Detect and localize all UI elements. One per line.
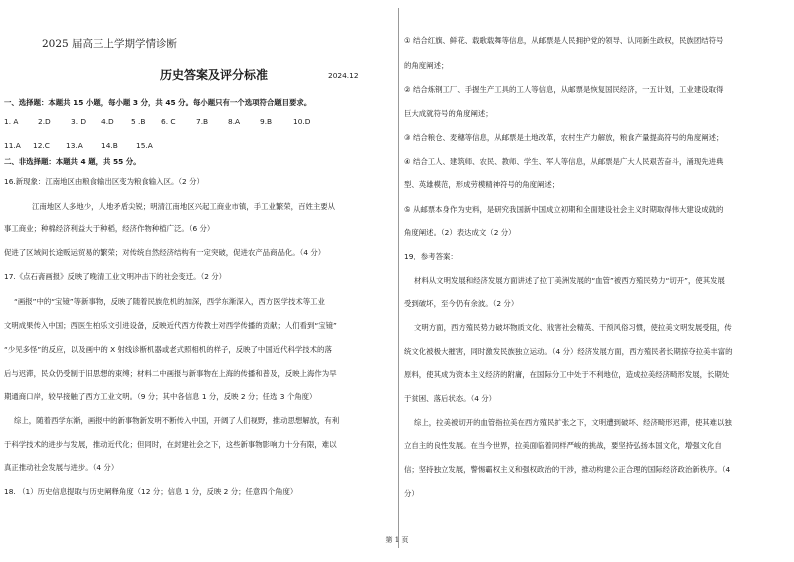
q18-answer-line: ④ 结合工人、建筑师、农民、教师、学生、军人等信息，从邮票是广大人民艰苦奋斗，涌现先进典 xyxy=(404,157,724,166)
q19-answer-line: 分） xyxy=(404,489,419,498)
q19-answer-line: 综上，拉美被切开的血管指拉美在西方殖民扩张之下，文明遭到破坏、经济畸形迟滞，使其难以独 xyxy=(414,418,732,427)
answer-item: 6. C xyxy=(161,117,176,126)
answer-item: 10.D xyxy=(293,117,311,126)
answer-item: 13.A xyxy=(66,141,83,150)
q17-answer-line: 后与迟滞，民众仍受制于旧思想的束缚；材料二中画报与新事物在上海的传播和普及，反映上海作为早 xyxy=(4,369,337,378)
q19-answer-line: 受到破坏，至今仍有余波。（2 分） xyxy=(404,299,519,308)
q19-answer-line: 立自主的良性发展。在当今世界，拉美面临着同样严峻的挑战，要坚持弘扬本国文化，增强文化自 xyxy=(404,441,722,450)
q19-answer-line: 统文化被极大摧害，同时激发民族独立运动。（4 分）经济发展方面，西方殖民者长期掠夺拉美丰富的 xyxy=(404,347,733,356)
q19-heading: 19．参考答案： xyxy=(404,252,458,261)
answer-key-title: 历史答案及评分标准 xyxy=(160,68,269,82)
answer-item: 11.A xyxy=(4,141,21,150)
answer-item: 14.B xyxy=(101,141,118,150)
answer-item: 8.A xyxy=(228,117,241,126)
q18-answer-line: 的角度阐述； xyxy=(404,61,449,70)
q18-answer-line: 巨大成就符号的角度阐述； xyxy=(404,109,493,118)
q16-answer-line: 促进了区域间长途贩运贸易的繁荣；对传统自然经济结构有一定突破，促进农产品商品化。（4 分） xyxy=(4,248,326,257)
q17-answer-line: 17.《点石斋画报》反映了晚清工业文明冲击下的社会变迁。（2 分） xyxy=(4,272,227,281)
section2-heading: 二、非选择题：本题共 4 题，共 55 分。 xyxy=(4,157,141,166)
section1-heading: 一、选择题：本题共 15 小题，每小题 3 分，共 45 分。每小题只有一个选项符合题目要求。 xyxy=(4,98,312,107)
answer-item: 3. D xyxy=(71,117,87,126)
q18-answer-line: ② 结合炼钢工厂、手握生产工具的工人等信息，从邮票是恢复国民经济，一五计划，工业建设取得 xyxy=(404,85,724,94)
q18-answer-line: ⑤ 从邮票本身作为史料，是研究我国新中国成立初期和全面建设社会主义时期取得伟大建设成就的 xyxy=(404,205,724,214)
answer-item: 2.D xyxy=(38,117,51,126)
q16-answer-line: 江南地区人多地少，人地矛盾尖锐；明清江南地区兴起工商业市镇，手工业繁荣，百姓主要从 xyxy=(32,202,336,211)
q18-answer-line: 角度阐述。（2）表达成文（2 分） xyxy=(404,228,516,237)
q18-answer-line: 18. （1）历史信息提取与历史阐释角度（12 分；信息 1 分，反映 2 分；任意四个角度） xyxy=(4,487,298,496)
answer-item: 9.B xyxy=(260,117,273,126)
q17-answer-line: 文明成果传入中国；西医生柏乐文引进设备，反映近代西方传教士对西学传播的贡献；人们看到“宝镜” xyxy=(4,321,337,330)
q19-answer-line: 文明方面，西方殖民势力破坏物质文化、戕害社会精英、干预风俗习惯，使拉美文明发展受阻，传 xyxy=(414,323,732,332)
q19-answer-line: 于贫困、落后状态。（4 分） xyxy=(404,394,497,403)
q19-answer-line: 信；坚持独立发展，警惕霸权主义和强权政治的干涉，推动构建公正合理的国际经济政治新秩序。（4 xyxy=(404,465,731,474)
answer-item: 4.D xyxy=(101,117,114,126)
answer-item: 12.C xyxy=(33,141,50,150)
answer-item: 7.B xyxy=(196,117,209,126)
answer-item: 15.A xyxy=(136,141,153,150)
q17-answer-line: 期通商口岸，较早接触了西方工业文明。（9 分；其中各信息 1 分，反映 2 分；任选 3 个角度） xyxy=(4,392,317,401)
q18-answer-line: 型、英雄模范，形成劳模精神符号的角度阐述； xyxy=(404,180,560,189)
exam-title: 2025 届高三上学期学情诊断 xyxy=(42,38,178,50)
q19-answer-line: 原料，使其成为资本主义经济的附庸，在国际分工中处于不利地位，造成拉美经济畸形发展，长期处 xyxy=(404,370,730,379)
q17-answer-line: “少见多怪”的反应，以及画中的 X 射线诊断机器或老式照相机的样子，反映了中国近代科学技术的落 xyxy=(4,345,332,354)
q17-answer-line: “画报”中的“宝镜”等新事物，反映了随着民族危机的加深，西学东渐深入，西方医学技术等工业 xyxy=(14,297,325,306)
q19-answer-line: 材料从文明发展和经济发展方面讲述了拉丁美洲发展的“血管”被西方殖民势力“切开”，使其发展 xyxy=(414,276,725,285)
q16-answer-line: 事工商业；种棉经济利益大于种稻，经济作物种植广泛。（6 分） xyxy=(4,224,215,233)
answer-item: 1. A xyxy=(4,117,19,126)
q17-answer-line: 于科学技术的进步与发展，推动近代化；但同时，在封建社会之下，这些新事物影响力十分有限，难以 xyxy=(4,440,337,449)
page-number: 第 1 页 xyxy=(385,536,409,544)
q17-answer-line: 真正推动社会发展与进步。（4 分） xyxy=(4,463,119,472)
q17-answer-line: 综上，随着西学东渐，画报中的新事物新发明不断传入中国，开阔了人们视野，推动思想解放，有利 xyxy=(14,416,340,425)
date-label: 2024.12 xyxy=(328,71,359,80)
q18-answer-line: ① 结合红旗、鲜花、载歌载舞等信息，从邮票是人民拥护党的领导、认同新生政权，民族团结符号 xyxy=(404,36,724,45)
column-divider xyxy=(398,8,399,548)
answer-item: 5 .B xyxy=(131,117,146,126)
q16-answer-line: 16.新现象：江南地区由粮食输出区变为粮食输入区。（2 分） xyxy=(4,177,204,186)
q18-answer-line: ③ 结合粮仓、麦穗等信息，从邮票是土地改革，农村生产力解放，粮食产量提高符号的角度阐述； xyxy=(404,133,724,142)
